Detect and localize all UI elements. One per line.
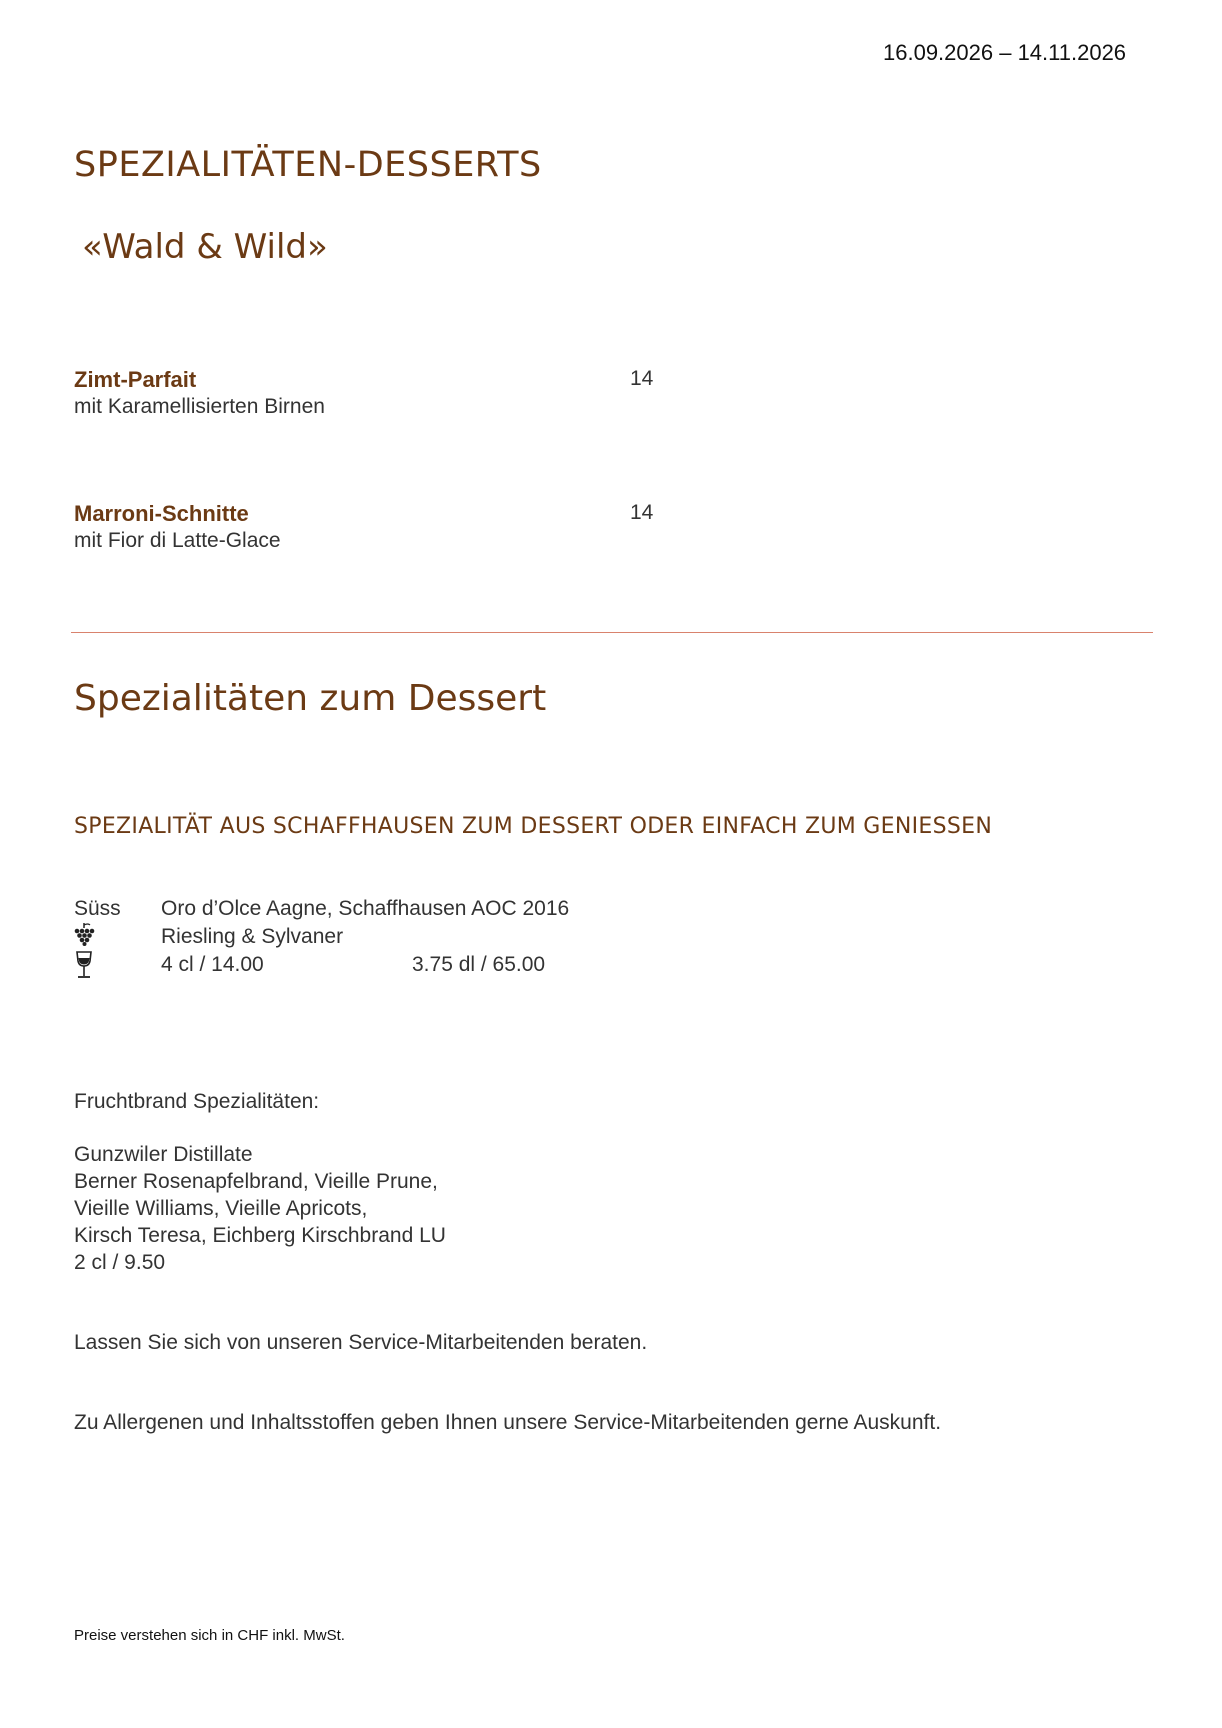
dessert-item-price: 14 xyxy=(630,501,654,524)
wine-price-small: 4 cl / 14.00 xyxy=(161,953,264,976)
fruit-brandy-line: Berner Rosenapfelbrand, Vieille Prune, xyxy=(74,1170,438,1193)
specials-subtitle: SPEZIALITÄT AUS SCHAFFHAUSEN ZUM DESSERT ODER EINFACH ZUM GENIESSEN xyxy=(74,814,993,839)
fruit-brandy-line: Vieille Williams, Vieille Apricots, xyxy=(74,1197,368,1220)
dessert-item-name: Zimt-Parfait xyxy=(74,367,197,392)
wine-price-large: 3.75 dl / 65.00 xyxy=(412,953,546,976)
dessert-item-name: Marroni-Schnitte xyxy=(74,501,249,526)
dessert-item-description: mit Karamellisierten Birnen xyxy=(74,395,325,418)
grape-icon xyxy=(73,922,95,951)
section-divider xyxy=(71,632,1153,633)
specials-title: Spezialitäten zum Dessert xyxy=(74,678,547,719)
fruit-brandy-heading: Fruchtbrand Spezialitäten: xyxy=(74,1090,320,1113)
advice-text: Lassen Sie sich von unseren Service-Mitarbeitenden beraten. xyxy=(74,1331,648,1354)
fruit-brandy-line: Gunzwiler Distillate xyxy=(74,1143,253,1166)
wine-label: Süss xyxy=(74,897,121,920)
fruit-brandy-list xyxy=(74,1141,446,1276)
wine-glass-icon xyxy=(73,950,95,985)
fruit-brandy-line: Kirsch Teresa, Eichberg Kirschbrand LU xyxy=(74,1224,446,1247)
allergen-text: Zu Allergenen und Inhaltsstoffen geben Ihnen unsere Service-Mitarbeitenden gerne Auskunft. xyxy=(74,1411,942,1434)
wine-grapes: Riesling & Sylvaner xyxy=(161,925,344,948)
dessert-item-price: 14 xyxy=(630,367,654,390)
desserts-subtitle: «Wald & Wild» xyxy=(82,227,328,267)
price-footnote: Preise verstehen sich in CHF inkl. MwSt. xyxy=(74,1627,345,1644)
desserts-title: SPEZIALITÄTEN-DESSERTS xyxy=(74,145,542,185)
date-range: 16.09.2026 – 14.11.2026 xyxy=(883,40,1127,65)
dessert-item-description: mit Fior di Latte-Glace xyxy=(74,529,281,552)
fruit-brandy-price: 2 cl / 9.50 xyxy=(74,1251,166,1274)
wine-name: Oro d’Olce Aagne, Schaffhausen AOC 2016 xyxy=(161,897,570,920)
